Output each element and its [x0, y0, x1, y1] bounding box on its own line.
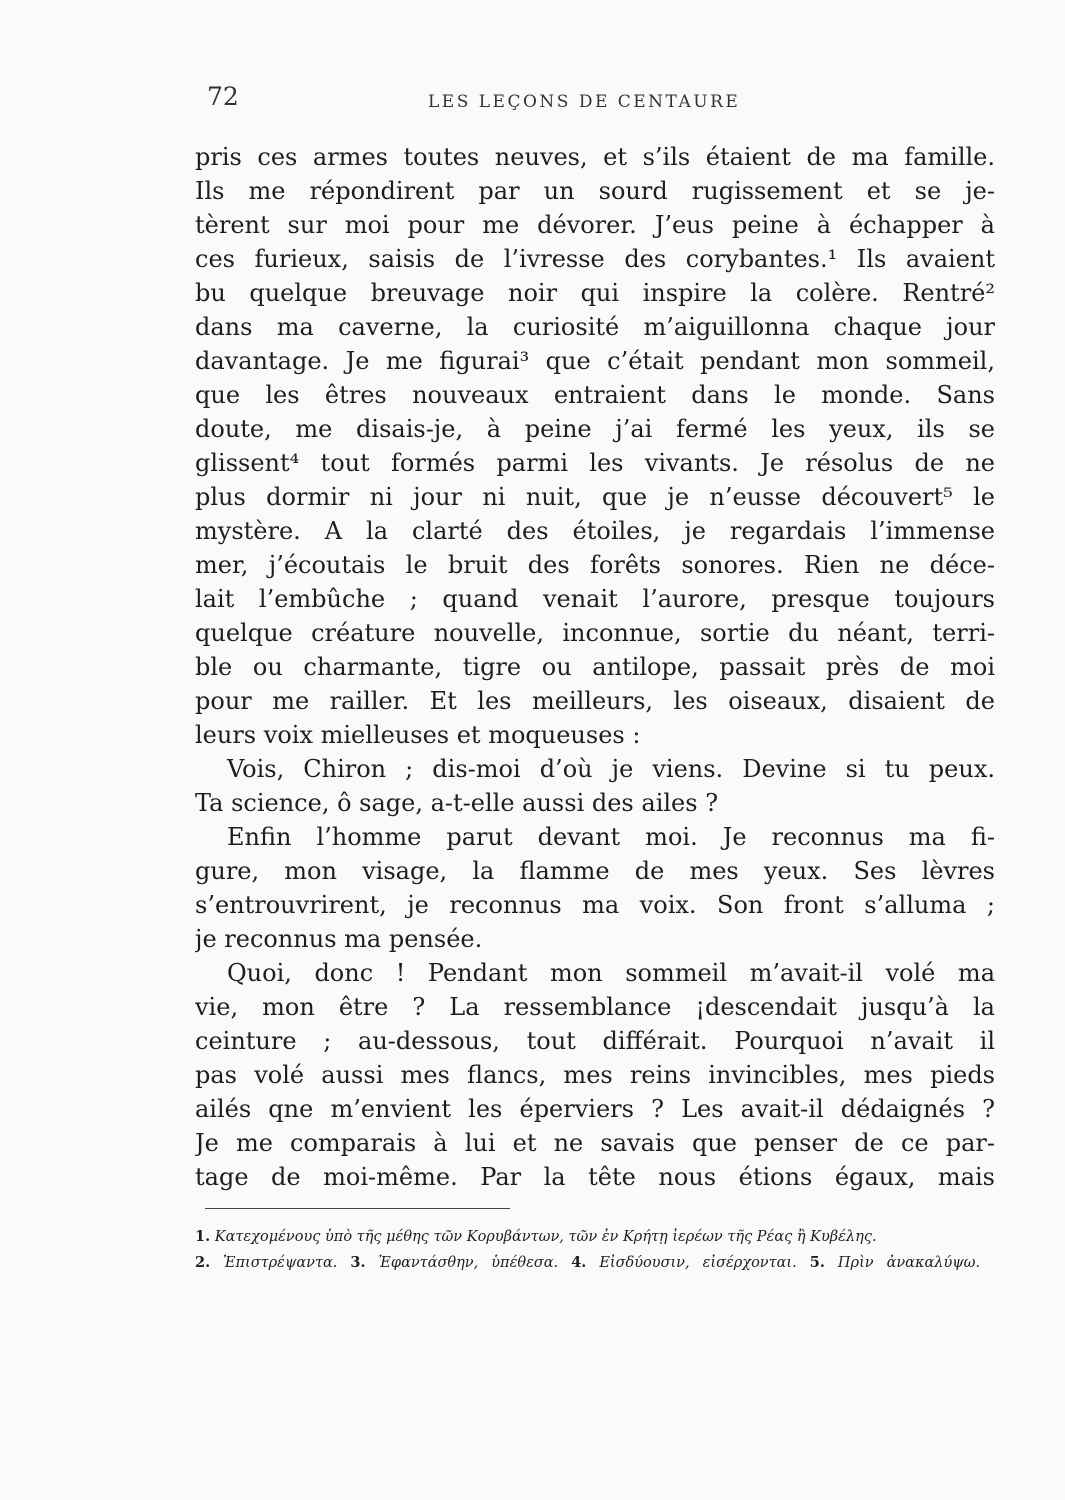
text-line: glissent⁴ tout formés parmi les vivants. Je résolus de ne [195, 449, 995, 477]
text-line: vie, mon être ? La ressemblance ¡descendait jusqu’à la [195, 993, 995, 1021]
text-line: dans ma caverne, la curiosité m’aiguillonna chaque jour [195, 313, 995, 341]
footnote-number: 5. [809, 1254, 825, 1271]
text-line: tèrent sur moi pour me dévorer. J’eus peine à échapper à [195, 211, 995, 239]
footnotes [195, 1224, 980, 1276]
text-line: Je me comparais à lui et ne savais que penser de ce par- [195, 1129, 995, 1157]
text-line: pris ces armes toutes neuves, et s’ils étaient de ma famille. [195, 143, 995, 171]
footnote-number: 1. [195, 1228, 211, 1245]
footnote-text: Ἐπιστρέψαντα. [223, 1255, 338, 1271]
text-line: ces furieux, saisis de l’ivresse des corybantes.¹ Ils avaient [195, 245, 995, 273]
text-line: mer, j’écoutais le bruit des forêts sonores. Rien ne déce- [195, 551, 995, 579]
text-line: Quoi, donc ! Pendant mon sommeil m’avait-il volé ma [227, 959, 995, 987]
text-line: leurs voix mielleuses et moqueuses : [195, 721, 641, 749]
text-line: Ta science, ô sage, a-t-elle aussi des ailes ? [195, 789, 719, 817]
text-line: pour me railler. Et les meilleurs, les oiseaux, disaient de [195, 687, 995, 715]
page-header [0, 82, 1065, 122]
footnote-number: 3. [350, 1254, 366, 1271]
text-line: ble ou charmante, tigre ou antilope, passait près de moi [195, 653, 995, 681]
footnote-line [195, 1250, 980, 1276]
text-line: s’entrouvrirent, je reconnus ma voix. Son front s’alluma ; [195, 891, 995, 919]
page-number: 72 [207, 82, 239, 111]
text-line: Ils me répondirent par un sourd rugissement et se je- [195, 177, 995, 205]
footnote-line [195, 1224, 980, 1250]
text-line: ailés qne m’envient les éperviers ? Les avait-il dédaignés ? [195, 1095, 995, 1123]
footnote-text: Κατεχομένους ὑπὸ τῆς μέθης τῶν Κορυβάντων, τῶν ἐν Κρήτῃ ἱερέων τῆς Ρέας ἢ Κυβέλης. [214, 1229, 877, 1245]
footnote-number: 2. [195, 1254, 211, 1271]
text-line: pas volé aussi mes flancs, mes reins invincibles, mes pieds [195, 1061, 995, 1089]
text-line: mystère. A la clarté des étoiles, je regardais l’immense [195, 517, 995, 545]
text-line: doute, me disais-je, à peine j’ai fermé les yeux, ils se [195, 415, 995, 443]
footnote-number: 4. [571, 1254, 587, 1271]
text-line: ceinture ; au-dessous, tout différait. Pourquoi n’avait il [195, 1027, 995, 1055]
text-line: tage de moi-même. Par la tête nous étions égaux, mais [195, 1163, 995, 1191]
footnote-text: Πρὶν ἀνακαλύψω. [837, 1255, 980, 1271]
text-line: lait l’embûche ; quand venait l’aurore, presque toujours [195, 585, 995, 613]
footnote-text: Ἐφαντάσθην, ὑπέθεσα. [378, 1255, 559, 1271]
text-line: Enfin l’homme parut devant moi. Je reconnus ma fi- [227, 823, 995, 851]
footnote-text: Εἰσδύουσιν, εἰσέρχονται. [599, 1255, 797, 1271]
text-line: que les êtres nouveaux entraient dans le monde. Sans [195, 381, 995, 409]
text-line: je reconnus ma pensée. [195, 925, 483, 953]
text-line: Vois, Chiron ; dis-moi d’où je viens. Devine si tu peux. [227, 755, 995, 783]
text-line: bu quelque breuvage noir qui inspire la colère. Rentré² [195, 279, 995, 307]
text-line: gure, mon visage, la flamme de mes yeux. Ses lèvres [195, 857, 995, 885]
text-line: plus dormir ni jour ni nuit, que je n’eusse découvert⁵ le [195, 483, 995, 511]
body-text [195, 140, 995, 1194]
text-line: davantage. Je me figurai³ que c’était pendant mon sommeil, [195, 347, 995, 375]
text-line: quelque créature nouvelle, inconnue, sortie du néant, terri- [195, 619, 995, 647]
running-title: LES LEÇONS DE CENTAURE [428, 92, 741, 112]
footnote-divider [205, 1208, 510, 1209]
